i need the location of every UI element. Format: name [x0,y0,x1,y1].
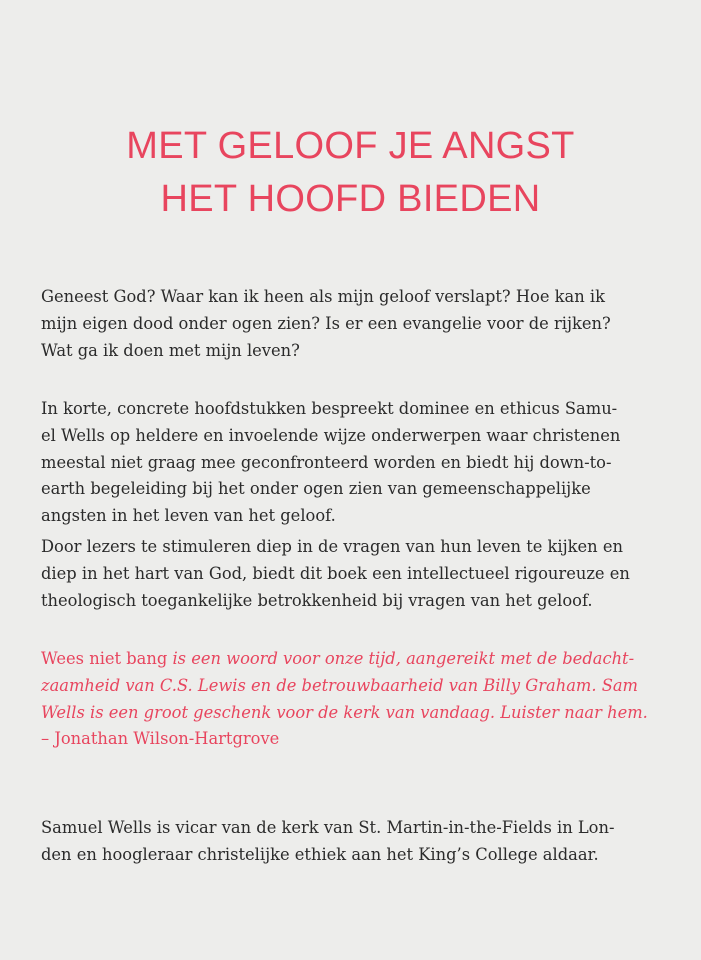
description-paragraph [41,396,666,530]
text-line: Door lezers te stimuleren diep in de vragen van hun leven te kijken en [41,537,623,556]
text-line: angsten in het leven van het geloof. [41,506,336,526]
author-bio [41,815,666,869]
text-line: Wat ga ik doen met mijn leven? [41,340,300,360]
description-continuation-paragraph [41,534,666,614]
text-line: Samuel Wells is vicar van de kerk van St. Martin-in-the-Fields in Lon- [41,818,615,837]
quote-line [41,646,666,673]
intro-questions-paragraph [41,284,666,364]
text-line: theologisch toegankelijke betrokkenheid bij vragen van het geloof. [41,590,593,610]
title-line-1: MET GELOOF JE ANGST [126,125,575,167]
text-line: el Wells op heldere en invoelende wijze onderwerpen waar christenen [41,425,621,445]
text-line: meestal niet graag mee geconfronteerd worden en biedt hij down-to- [41,452,612,472]
text-line: mijn eigen dood onder ogen zien? Is er een evangelie voor de rijken? [41,313,611,333]
quote-book-title: Wees niet bang [41,649,168,668]
title-line-2: HET HOOFD BIEDEN [160,178,541,220]
quote-line: zaamheid van C.S. Lewis en de betrouwbaarheid van Billy Graham. Sam [41,675,638,695]
text-line: diep in het hart van God, biedt dit boek een intellectueel rigoureuze en [41,563,630,583]
quote-line: Wells is een groot geschenk voor de kerk van vandaag. Luister naar hem. [41,702,648,722]
quote-attribution: – Jonathan Wilson-Hartgrove [41,729,280,749]
endorsement-quote [41,646,666,753]
page-title [0,120,701,226]
text-line: In korte, concrete hoofdstukken bespreekt dominee en ethicus Samu- [41,399,618,418]
text-line: earth begeleiding bij het onder ogen zien van gemeenschappelijke [41,479,591,499]
quote-text: is een woord voor onze tijd, aangereikt met de bedacht- [167,649,635,668]
text-line: den en hoogleraar christelijke ethiek aan het King’s College aldaar. [41,844,599,864]
text-line: Geneest God? Waar kan ik heen als mijn geloof verslapt? Hoe kan ik [41,287,605,306]
